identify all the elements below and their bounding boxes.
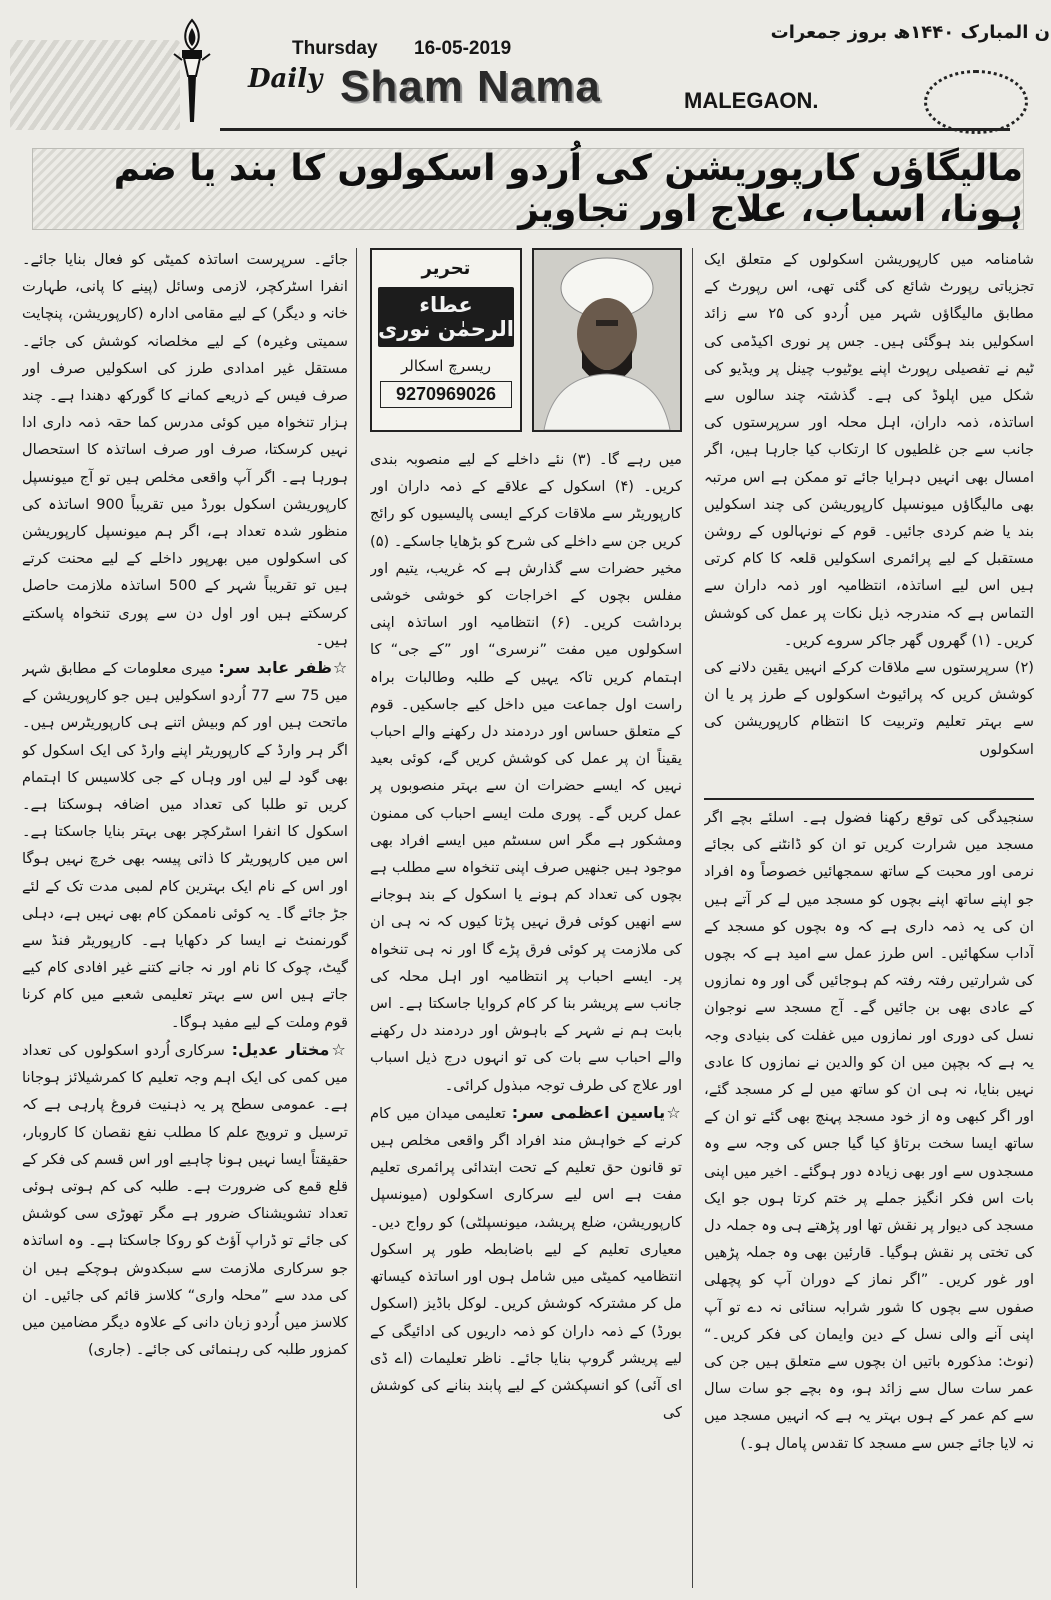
masthead-date: 16-05-2019 [414,38,512,59]
column-left [22,246,348,1594]
speaker-text: تعلیمی میدان میں کام کرنے کے خواہش مند افراد اگر واقعی مخلص ہیں تو قانون حق تعلیم کے تحت ابتدائی پرائمری تعلیم مفت ہے اس لیے سرکاری اسکولوں (میونسپل کارپوریشن، ضلع پریشد، میونسپلٹی) کو رواج دیں۔ معیاری تعلیم کے لیے باضابطہ طور پر اسکول انتظامیہ کمیٹی میں شامل ہوں اور اساتذہ کیساتھ مل کر مشترکہ کوشش کریں۔ لوکل باڈیز (اسکول بورڈ) کے ذمہ داران کو ذمہ داریوں کی ادائیگی کے لیے پریشر گروپ بنایا جائے۔ ناظر تعلیمات (اے ڈی ای آئی) کو انسپکشن کے لیے پابند بنانے کی کوشش کی [370,1104,682,1422]
column-rule-left [356,248,357,1588]
column-right-bottom [704,804,1034,1594]
speaker-name: ☆ظفر عابد سر: [218,658,348,678]
masthead-day: Thursday [292,38,378,59]
masthead [0,0,1051,140]
paragraph [370,1099,682,1426]
paragraph: میں رہے گا۔ (۳) نئے داخلے کے لیے منصوبہ بندی کریں۔ (۴) اسکول کے علاقے کے ذمہ داران اور کارپوریٹر سے ملاقات کرکے ایسی پالیسیوں کو رائج کریں جن سے داخلے کی شرح کو بڑھایا جاسکے۔ (۵) مخیر حضرات سے گذارش ہے کہ غریب، یتیم اور مفلس بچوں کے اخراجات کو خوشی خوشی برداشت کریں۔ (۶) انتظامیہ اور اساتذہ اپنی اسکولوں میں مفت ”نرسری“ اور ”کے جی“ کا اہتمام کریں تاکہ یہیں کے طلبہ وطالبات براہ راست اول جماعت میں داخل کیے جاسکیں۔ قوم کے متعلق حساس اور دردمند دل رکھنے والے احباب یقیناً ان پر عمل کی کوشش کریں گے، کوئی بعید نہیں کہ ایسے حضرات ان سے بہتر منصوبوں پر عمل کریں گے۔ پوری ملت ایسے احباب کی ممنون ومشکور ہے مگر اس سسٹم میں ایسے افراد بھی موجود ہیں جنھیں صرف اپنی تنخواہ سے مطلب ہے بچوں کی تعداد کم ہونے یا اسکول کے بند ہوجانے سے انھیں کوئی فرق نہیں پڑتا کیوں کہ نہ ہی ان کی ملازمت پر کوئی فرق پڑے گا اور نہ ہی تنخواہ پر۔ ایسے احباب پر انتظامیہ اور اہل محلہ کی جانب سے پریشر بنا کر کام کروایا جاسکتا ہے۔ اس بابت ہم نے شہر کے باہوش اور دردمند دل رکھنے والے احباب سے بات کی تو انہوں درج ذیل اسباب اور علاج کی طرف توجہ مبذول کرائی۔ [370,451,682,1094]
paragraph: (۲) سرپرستوں سے ملاقات کرکے انہیں یقین دلانے کی کوشش کریں کہ پرائیوٹ اسکولوں کے طرز پر یا ان سے بہتر تعلیم وتربیت کا انتظام کارپوریشن کی اسکولوں [704,659,1034,758]
masthead-title: Sham Nama [340,62,601,111]
masthead-urdu-date: ن المبارک ۱۴۴۰ھ بروز جمعرات [770,22,1050,43]
paragraph: شامنامہ میں کارپوریشن اسکولوں کے متعلق ایک تجزیاتی رپورٹ شائع کی گئی تھی، اس رپورٹ کے مطابق مالیگاؤں شہر میں اُردو کی ۲۵ سے زائد اسکولیں بند ہوگئی ہیں۔ جس پر نوری اکیڈمی کی ٹیم نے تفصیلی رپورٹ اپنے یوٹیوب چینل پر ویڈیو کی شکل میں اپلوڈ کی ہے۔ گذشتہ چند سالوں سے اساتذہ، ذمہ داران، اہل محلہ اور سرپرستوں کی جانب سے جن غلطیوں کا ارتکاب کیا جارہا ہیں، اگر امسال بھی انہیں دہرایا جائے تو ممکن ہے اس مرتبہ بھی مالیگاؤں میونسپل کارپوریشن کی چند اسکولیں بند یا ضم کردی جائیں۔ قوم کے نونہالوں کے روشن مستقبل کے لیے پرائمری اسکولیں قلعہ کا کام کرتی ہیں اس لیے اساتذہ، انتظامیہ اور ذمہ داران سے التماس ہے کہ مندرجہ ذیل نکات پر عمل کی کوشش کریں۔ (۱) گھروں گھر جاکر سروے کریں۔ [704,251,1034,649]
section-divider [704,798,1034,800]
speaker-name: ☆یاسین اعظمی سر: [511,1102,682,1122]
paragraph: جائے۔ سرپرست اساتذہ کمیٹی کو فعال بنایا جائے۔ انفرا اسٹرکچر، لازمی وسائل (پینے کا پانی، طہارت خانہ و دیگر) کے لیے مقامی ادارہ (کارپوریشن، پنچایت سمیتی وغیرہ) کے لیے مخلصانہ کوشش کی جائے۔ مستقل غیر امدادی طرز کی اسکولیں صرف اور صرف فیس کے ذریعے کمانے کا گورکھ دھندا ہے۔ چند ہزار تنخواہ میں کوئی مدرس کما حقہ ذمہ داری ادا نہیں کرسکتا، صرف اور صرف اساتذہ کا استحصال ہورہا ہے۔ اگر آپ واقعی مخلص ہیں تو آج میونسپل کارپوریشن اسکول بورڈ میں تقریباً 900 اساتذہ کی منظور شدہ تعداد ہے، اگر ہم میونسپل کارپوریشن کی اسکولوں میں بھرپور داخلے کے لیے محنت کرتے ہیں تو تقریباً شہر کے 500 اساتذہ ملازمت حاصل کرسکتے ہیں اور اول دن سے پوری تنخواہ پاسکتے ہیں۔ [22,251,348,649]
speaker-text: میری معلومات کے مطابق شہر میں 75 سے 77 اُردو اسکولیں ہیں جو کارپوریشن کے ماتحت ہیں اور کم وبیش اتنے ہی کارپوریٹرس ہیں۔ اگر ہر وارڈ کے کارپوریٹر اپنے وارڈ کی ایک اسکول کو بھی گود لے لیں اور وہاں کے جی کلاسیس کا اہتمام کریں تو طلبا کی تعداد میں اضافہ ہوسکتا ہے۔ اسکول کا انفرا اسٹرکچر بھی بہتر بنایا جاسکتا ہے۔ اس میں کارپوریٹر کا ذاتی پیسہ بھی خرچ نہیں ہوگا اور اس کے نام ایک بہترین کام لمبی مدت تک کے لئے جڑ جائے گا۔ یہ کوئی ناممکن کام بھی نہیں ہے، دہلی گورنمنٹ نے ایسا کر دکھایا ہے۔ کارپوریٹر فنڈ سے گیٹ، چوک کا نام اور نہ جانے کتنے غیر افادی کام کیے جاتے ہیں اس سے بہتر تعلیمی شعبے میں کام کرنا قوم وملت کے لیے مفید ہوگا۔ [22,660,348,1031]
author-portrait-image [534,250,680,430]
masthead-hatch-decoration [10,40,180,130]
masthead-place: MALEGAON. [684,88,819,113]
byline-role: ریسرچ اسکالر [401,357,491,375]
torch-icon [168,14,216,126]
speaker-name: ☆مختار عدیل: [231,1039,348,1059]
paragraph [22,1036,348,1363]
masthead-daily: Daily [248,64,323,94]
column-middle [370,446,682,1594]
masthead-oval-stamp [924,70,1028,134]
paragraph: سنجیدگی کی توقع رکھنا فضول ہے۔ اسلئے بچے اگر مسجد میں شرارت کریں تو ان کو ڈانٹنے کی بجائے نرمی اور محبت کے ساتھ سمجھائیں خصوصاً وہ افراد جو اپنے ساتھ اپنے بچوں کو مسجد میں لے کر آتے ہیں ان کی یہ ذمہ داری ہے کہ وہ بچوں کو مسجد کے آداب سکھائیں۔ اس طرز عمل سے امید ہے کہ بچوں کی شرارتیں رفتہ رفتہ کم ہوجائیں گی اور وہ نمازوں کے عادی بھی بن جائیں گے۔ آج مسجد سے نوجوان نسل کی دوری اور نمازوں میں غفلت کی بنیادی وجہ یہ ہے کہ بچپن میں ان کو والدین نے نمازوں کا عادی نہیں بنایا، نہ ہی ان کو ساتھ میں لے کر مسجد گئے، اور اگر کبھی وہ از خود مسجد پہنچ بھی گئے تو ان کے ساتھ ایسا سخت برتاؤ کیا گیا جس کی وجہ سے وہ مسجدوں سے اور بھی زیادہ دور ہوگئے۔ اخیر میں اپنی بات اس فکر انگیز جملے پر ختم کرتا ہوں جو ایک مسجد کی دیوار پر نقش تھا اور پڑھتے ہی وہ جملہ دل کی تختی پر نقش ہوگیا۔ قارئین بھی وہ جملہ پڑھیں اور غور کریں۔ ”اگر نماز کے دوران آپ کو پچھلی صفوں سے بچوں کا شور شرابہ سنائی نہ دے تو آپ اپنی آنے والی نسل کے دین وایمان کی فکر کریں۔“ (نوٹ: مذکورہ باتیں ان بچوں سے متعلق ہیں جن کی عمر سات سال سے زائد ہو، وہ بچے جو سات سال سے کم عمر کے ہوں بہتر یہ ہے کہ انہیں مسجد میں نہ لایا جائے جس سے مسجد کا تقدس پامال ہو۔) [704,809,1034,1452]
byline-author: عطاء الرحمٰن نوری [378,287,514,347]
paragraph [22,654,348,1036]
byline-box [370,248,522,432]
headline-banner [32,148,1024,230]
speaker-text: سرکاری اُردو اسکولوں کی تعداد میں کمی کی ایک اہم وجہ تعلیم کا کمرشیلائز ہوجانا ہے۔ عمومی سطح پر یہ ذہنیت فروغ پارہی ہے کہ ترسیل و ترویج علم کا مطلب نفع نقصان کا کاروبار، حقیقتاً ایسا نہیں ہونا چاہیے اور اس قسم کی فکر کے قلع قمع کی ضرورت ہے۔ طلبہ کی کم ہوتی ہوئی تعداد تشویشناک ضرور ہے مگر تھوڑی سی کوشش کی جائے تو ڈراپ آؤٹ کو روکا جاسکتا ہے۔ وہ اساتذہ جو سرکاری ملازمت سے سبکدوش ہوچکے ہیں ان کی مدد سے ”محلہ واری“ کلاسز قائم کی جائیں۔ ان کلاسز میں اُردو زبان دانی کے علاوہ دیگر مضامین میں کمزور طلبہ کی رہنمائی کی جائے۔ (جاری) [22,1041,348,1359]
column-rule-right [692,248,693,1588]
column-right-top [704,246,1034,792]
author-photo [532,248,682,432]
headline: مالیگاؤں کارپوریشن کی اُردو اسکولوں کا بند یا ضم ہونا، اسباب، علاج اور تجاویز [113,148,1023,230]
byline-phone: 9270969026 [380,381,512,408]
byline-label: تحریر [421,258,471,279]
masthead-rule [220,128,1010,131]
